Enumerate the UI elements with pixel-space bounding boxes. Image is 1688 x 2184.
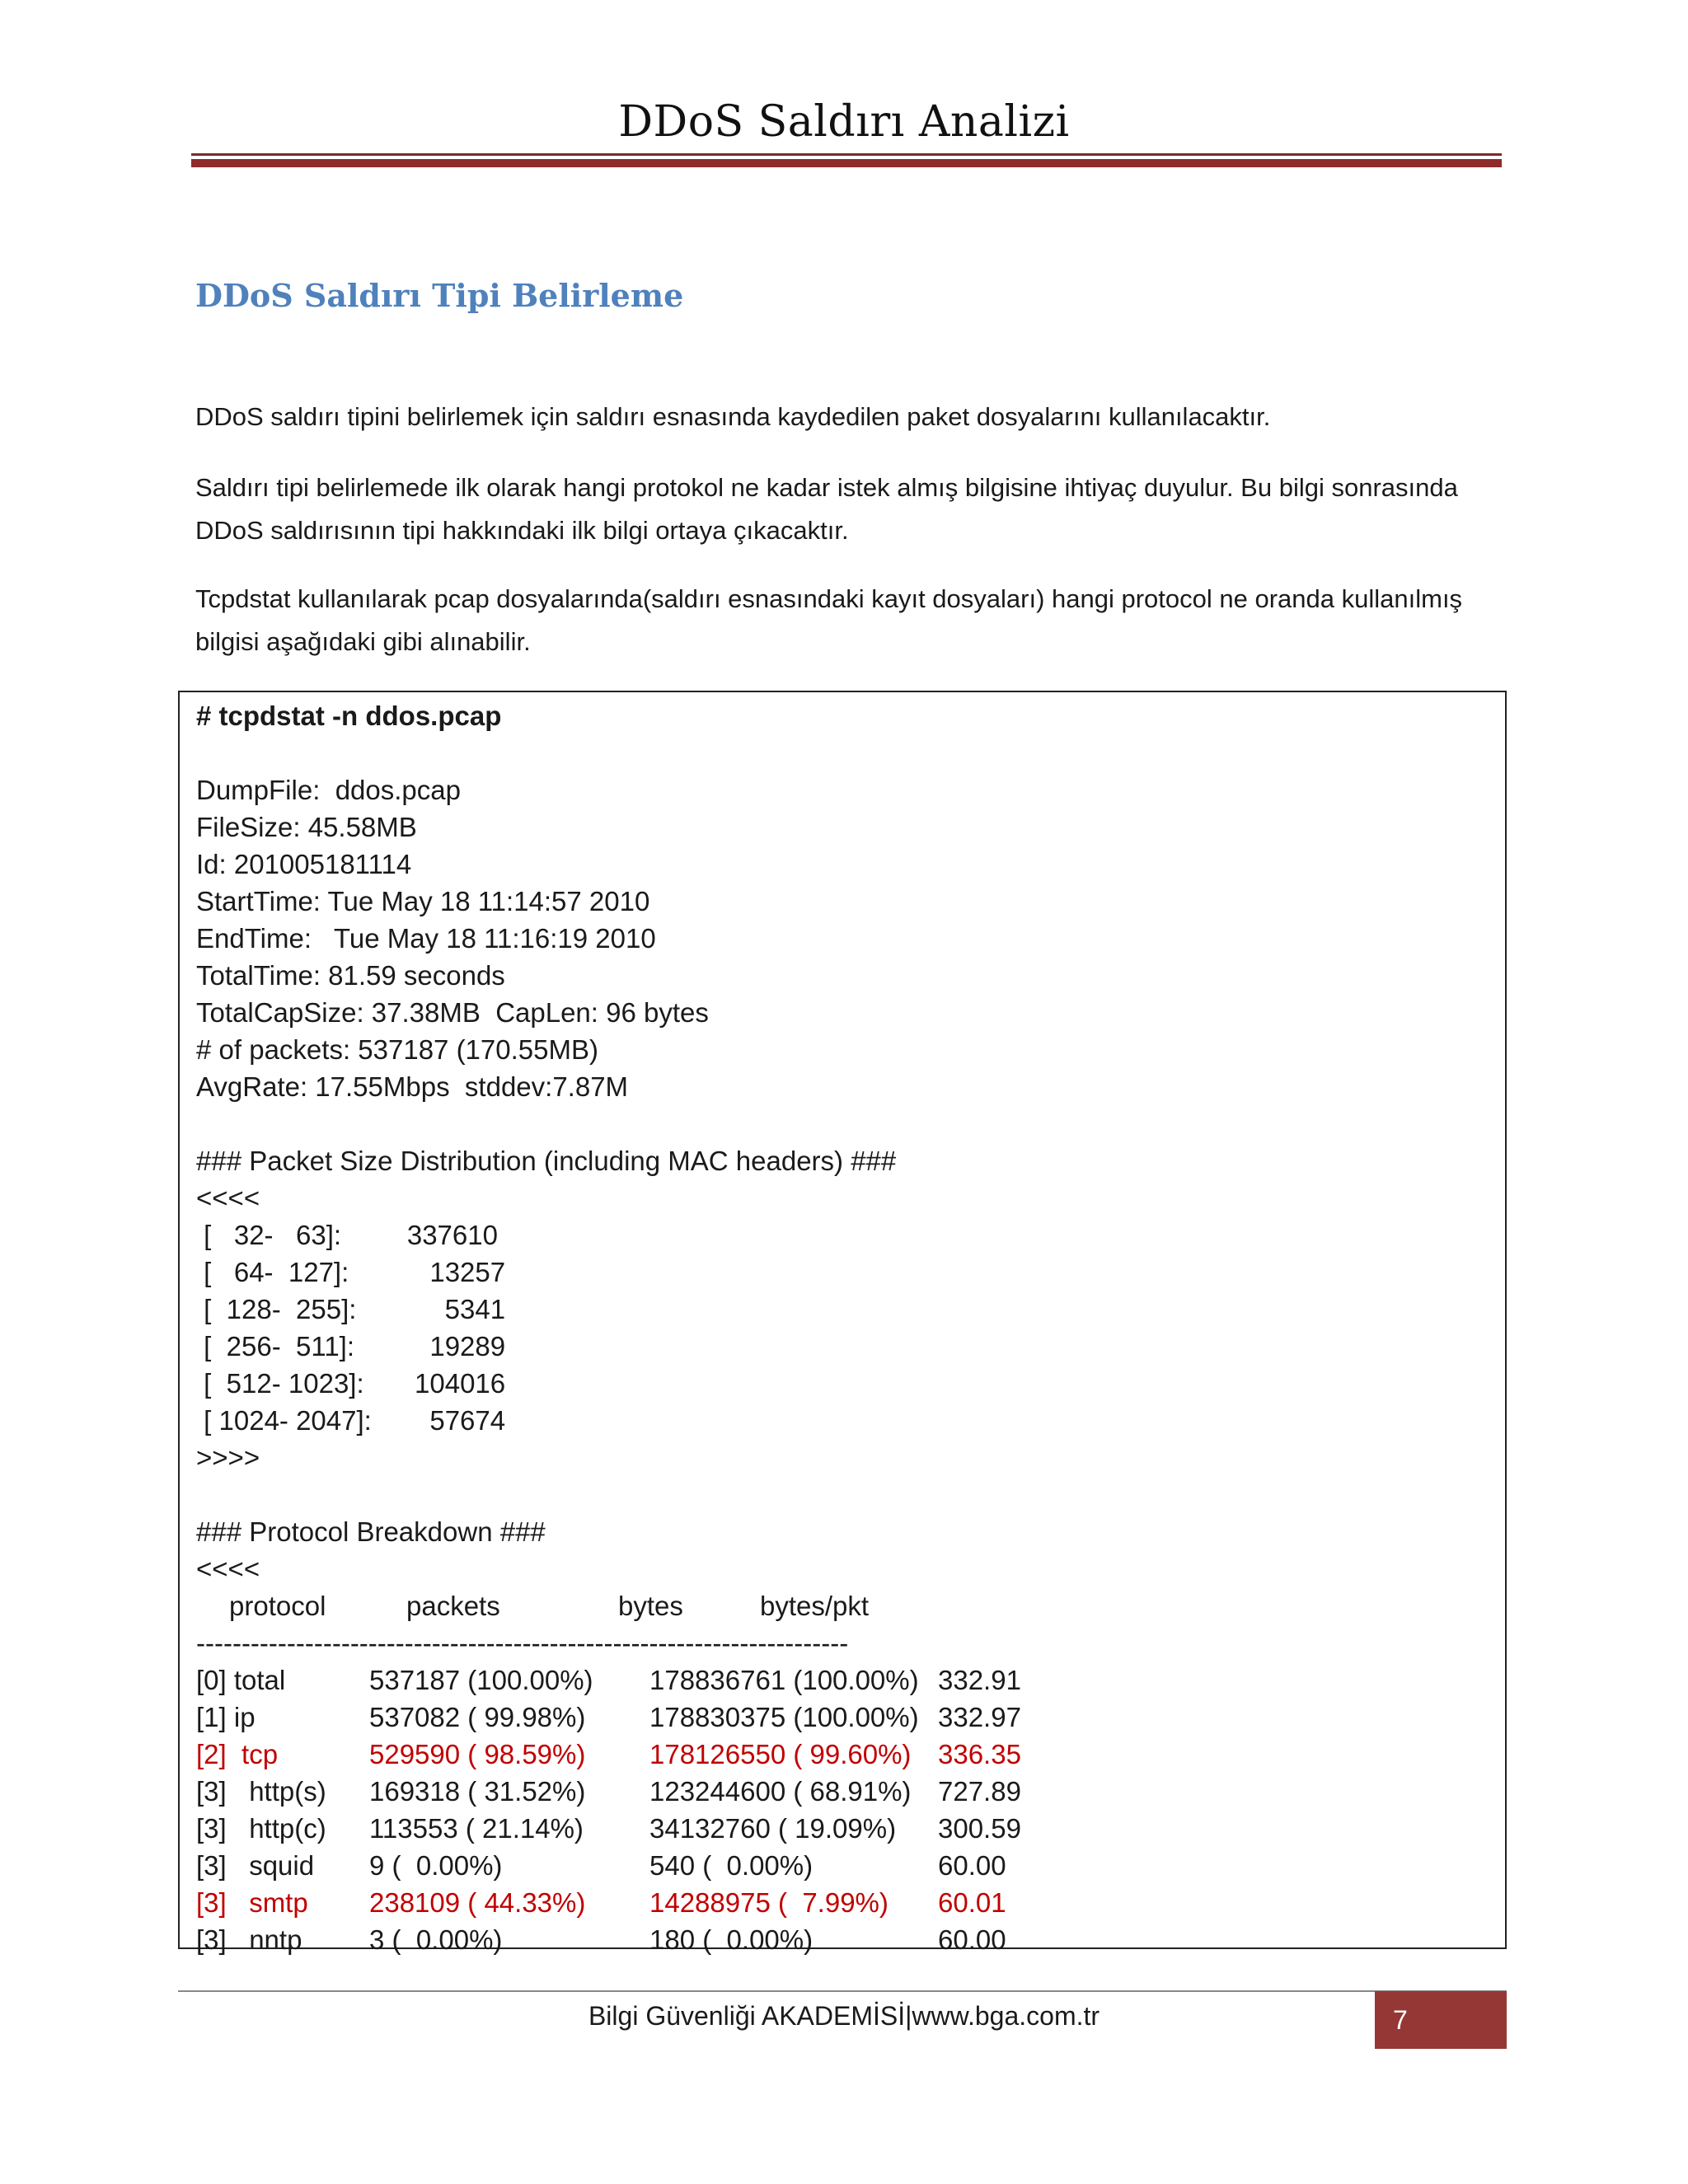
cell-bytes-per-pkt: 60.00 — [938, 1924, 1006, 1955]
info-line: TotalCapSize: 37.38MB CapLen: 96 bytes — [196, 997, 709, 1028]
cell-bytes: 180 ( 0.00%) — [649, 1924, 814, 1955]
size-close-marker: >>>> — [196, 1442, 260, 1473]
paragraph-2: Saldırı tipi belirlemede ilk olarak hangi protokol ne kadar istek almış bilgisine ihtiyaç duyulur. Bu bilgi sonrasında DDoS saldırısının tipi hakkındaki ilk bilgi ortaya çıkacaktır. — [195, 473, 1458, 545]
column-header-packets: packets — [406, 1591, 500, 1621]
page-header-title: DDoS Saldırı Analizi — [618, 97, 1070, 147]
cell-bytes: 178126550 ( 99.60%) — [649, 1739, 912, 1769]
cell-protocol: [3] nntp — [196, 1924, 302, 1955]
table-row — [196, 1847, 1497, 1884]
section-heading: DDoS Saldırı Tipi Belirleme — [195, 277, 684, 314]
footer-text: Bilgi Güvenliği AKADEMİSİ|www.bga.com.tr — [588, 2001, 1100, 2031]
cell-protocol: [0] total — [196, 1665, 286, 1695]
column-header-bytes: bytes — [618, 1591, 683, 1621]
page-number-box — [1375, 1991, 1507, 2049]
size-bucket-count: 57674 — [369, 1405, 506, 1436]
size-bucket-count: 13257 — [369, 1257, 506, 1287]
cell-bytes: 178830375 (100.00%) — [649, 1702, 919, 1732]
size-bucket-range: [ 1024- 2047]: — [196, 1405, 372, 1436]
cell-bytes-per-pkt: 300.59 — [938, 1813, 1021, 1844]
size-bucket-range: [ 128- 255]: — [196, 1294, 357, 1324]
table-separator: ------------------------------------------------------------------------ — [196, 1628, 849, 1658]
cell-protocol: [3] smtp — [196, 1887, 308, 1918]
info-line: # of packets: 537187 (170.55MB) — [196, 1034, 598, 1065]
protocol-open-marker: <<<< — [196, 1554, 260, 1584]
cell-bytes: 540 ( 0.00%) — [649, 1850, 814, 1881]
size-bucket-line — [196, 1328, 1497, 1365]
cell-packets: 238109 ( 44.33%) — [369, 1887, 586, 1918]
cell-packets: 9 ( 0.00%) — [369, 1850, 503, 1881]
size-bucket-range: [ 64- 127]: — [196, 1257, 349, 1287]
info-line: TotalTime: 81.59 seconds — [196, 960, 505, 991]
cell-packets: 113553 ( 21.14%) — [369, 1813, 584, 1844]
size-bucket-line — [196, 1254, 1497, 1291]
cell-bytes-per-pkt: 60.01 — [938, 1887, 1006, 1918]
cell-packets: 537187 (100.00%) — [369, 1665, 593, 1695]
header-rule-thick — [191, 159, 1502, 167]
code-content — [196, 697, 1497, 1958]
cell-packets: 3 ( 0.00%) — [369, 1924, 503, 1955]
info-line: Id: 201005181114 — [196, 849, 412, 879]
table-row — [196, 1773, 1497, 1810]
footer-rule — [178, 1990, 1507, 1992]
size-bucket-line — [196, 1291, 1497, 1328]
cell-packets: 529590 ( 98.59%) — [369, 1739, 586, 1769]
cell-bytes: 178836761 (100.00%) — [649, 1665, 919, 1695]
column-header-bytes-per-pkt: bytes/pkt — [760, 1591, 870, 1621]
paragraph-1: DDoS saldırı tipini belirlemek için saldırı esnasında kaydedilen paket dosyalarını kullanılacaktır. — [195, 402, 1271, 431]
table-row — [196, 1699, 1497, 1736]
size-bucket-line — [196, 1402, 1497, 1439]
size-bucket-range: [ 32- 63]: — [196, 1220, 342, 1250]
table-row — [196, 1736, 1497, 1773]
column-header-protocol: protocol — [229, 1591, 326, 1621]
paragraph-3: Tcpdstat kullanılarak pcap dosyalarında(saldırı esnasındaki kayıt dosyaları) hangi protocol ne oranda kullanılmış bilgisi aşağıdaki gibi alınabilir. — [195, 584, 1463, 656]
size-lines — [196, 1216, 1497, 1439]
cell-packets: 537082 ( 99.98%) — [369, 1702, 586, 1732]
info-lines — [196, 771, 1497, 1105]
size-open-marker: <<<< — [196, 1183, 260, 1213]
size-bucket-range: [ 512- 1023]: — [196, 1368, 364, 1399]
info-line: StartTime: Tue May 18 11:14:57 2010 — [196, 886, 650, 916]
page-number: 7 — [1393, 2005, 1408, 2035]
size-distribution-title: ### Packet Size Distribution (including MAC headers) ### — [196, 1146, 897, 1176]
info-line: FileSize: 45.58MB — [196, 812, 417, 842]
cell-bytes: 34132760 ( 19.09%) — [649, 1813, 897, 1844]
cell-protocol: [2] tcp — [196, 1739, 279, 1769]
size-bucket-count: 337610 — [369, 1220, 498, 1250]
cell-bytes: 14288975 ( 7.99%) — [649, 1887, 889, 1918]
cell-protocol: [3] squid — [196, 1850, 315, 1881]
cell-bytes-per-pkt: 60.00 — [938, 1850, 1006, 1881]
protocol-breakdown-title: ### Protocol Breakdown ### — [196, 1516, 546, 1547]
protocol-table-header — [196, 1587, 1497, 1624]
table-row — [196, 1661, 1497, 1699]
table-row — [196, 1884, 1497, 1921]
cell-protocol: [3] http(c) — [196, 1813, 326, 1844]
cell-protocol: [1] ip — [196, 1702, 256, 1732]
blank-line — [196, 1476, 1497, 1513]
blank-line — [196, 1105, 1497, 1142]
blank-line — [196, 734, 1497, 771]
info-line: AvgRate: 17.55Mbps stddev:7.87M — [196, 1071, 629, 1102]
size-bucket-line — [196, 1216, 1497, 1254]
info-line: EndTime: Tue May 18 11:16:19 2010 — [196, 923, 656, 954]
table-row — [196, 1810, 1497, 1847]
size-bucket-range: [ 256- 511]: — [196, 1331, 355, 1361]
cell-bytes-per-pkt: 727.89 — [938, 1776, 1021, 1807]
info-line: DumpFile: ddos.pcap — [196, 775, 461, 805]
cell-bytes-per-pkt: 332.91 — [938, 1665, 1021, 1695]
size-bucket-line — [196, 1365, 1497, 1402]
protocol-table-body — [196, 1661, 1497, 1958]
size-bucket-count: 104016 — [369, 1368, 506, 1399]
header-rule-thin — [191, 153, 1502, 156]
code-box — [178, 691, 1507, 1955]
cell-packets: 169318 ( 31.52%) — [369, 1776, 586, 1807]
cell-protocol: [3] http(s) — [196, 1776, 326, 1807]
table-row — [196, 1921, 1497, 1958]
code-command: # tcpdstat -n ddos.pcap — [196, 701, 502, 731]
size-bucket-count: 19289 — [369, 1331, 506, 1361]
cell-bytes-per-pkt: 332.97 — [938, 1702, 1021, 1732]
cell-bytes-per-pkt: 336.35 — [938, 1739, 1021, 1769]
cell-bytes: 123244600 ( 68.91%) — [649, 1776, 912, 1807]
size-bucket-count: 5341 — [369, 1294, 506, 1324]
